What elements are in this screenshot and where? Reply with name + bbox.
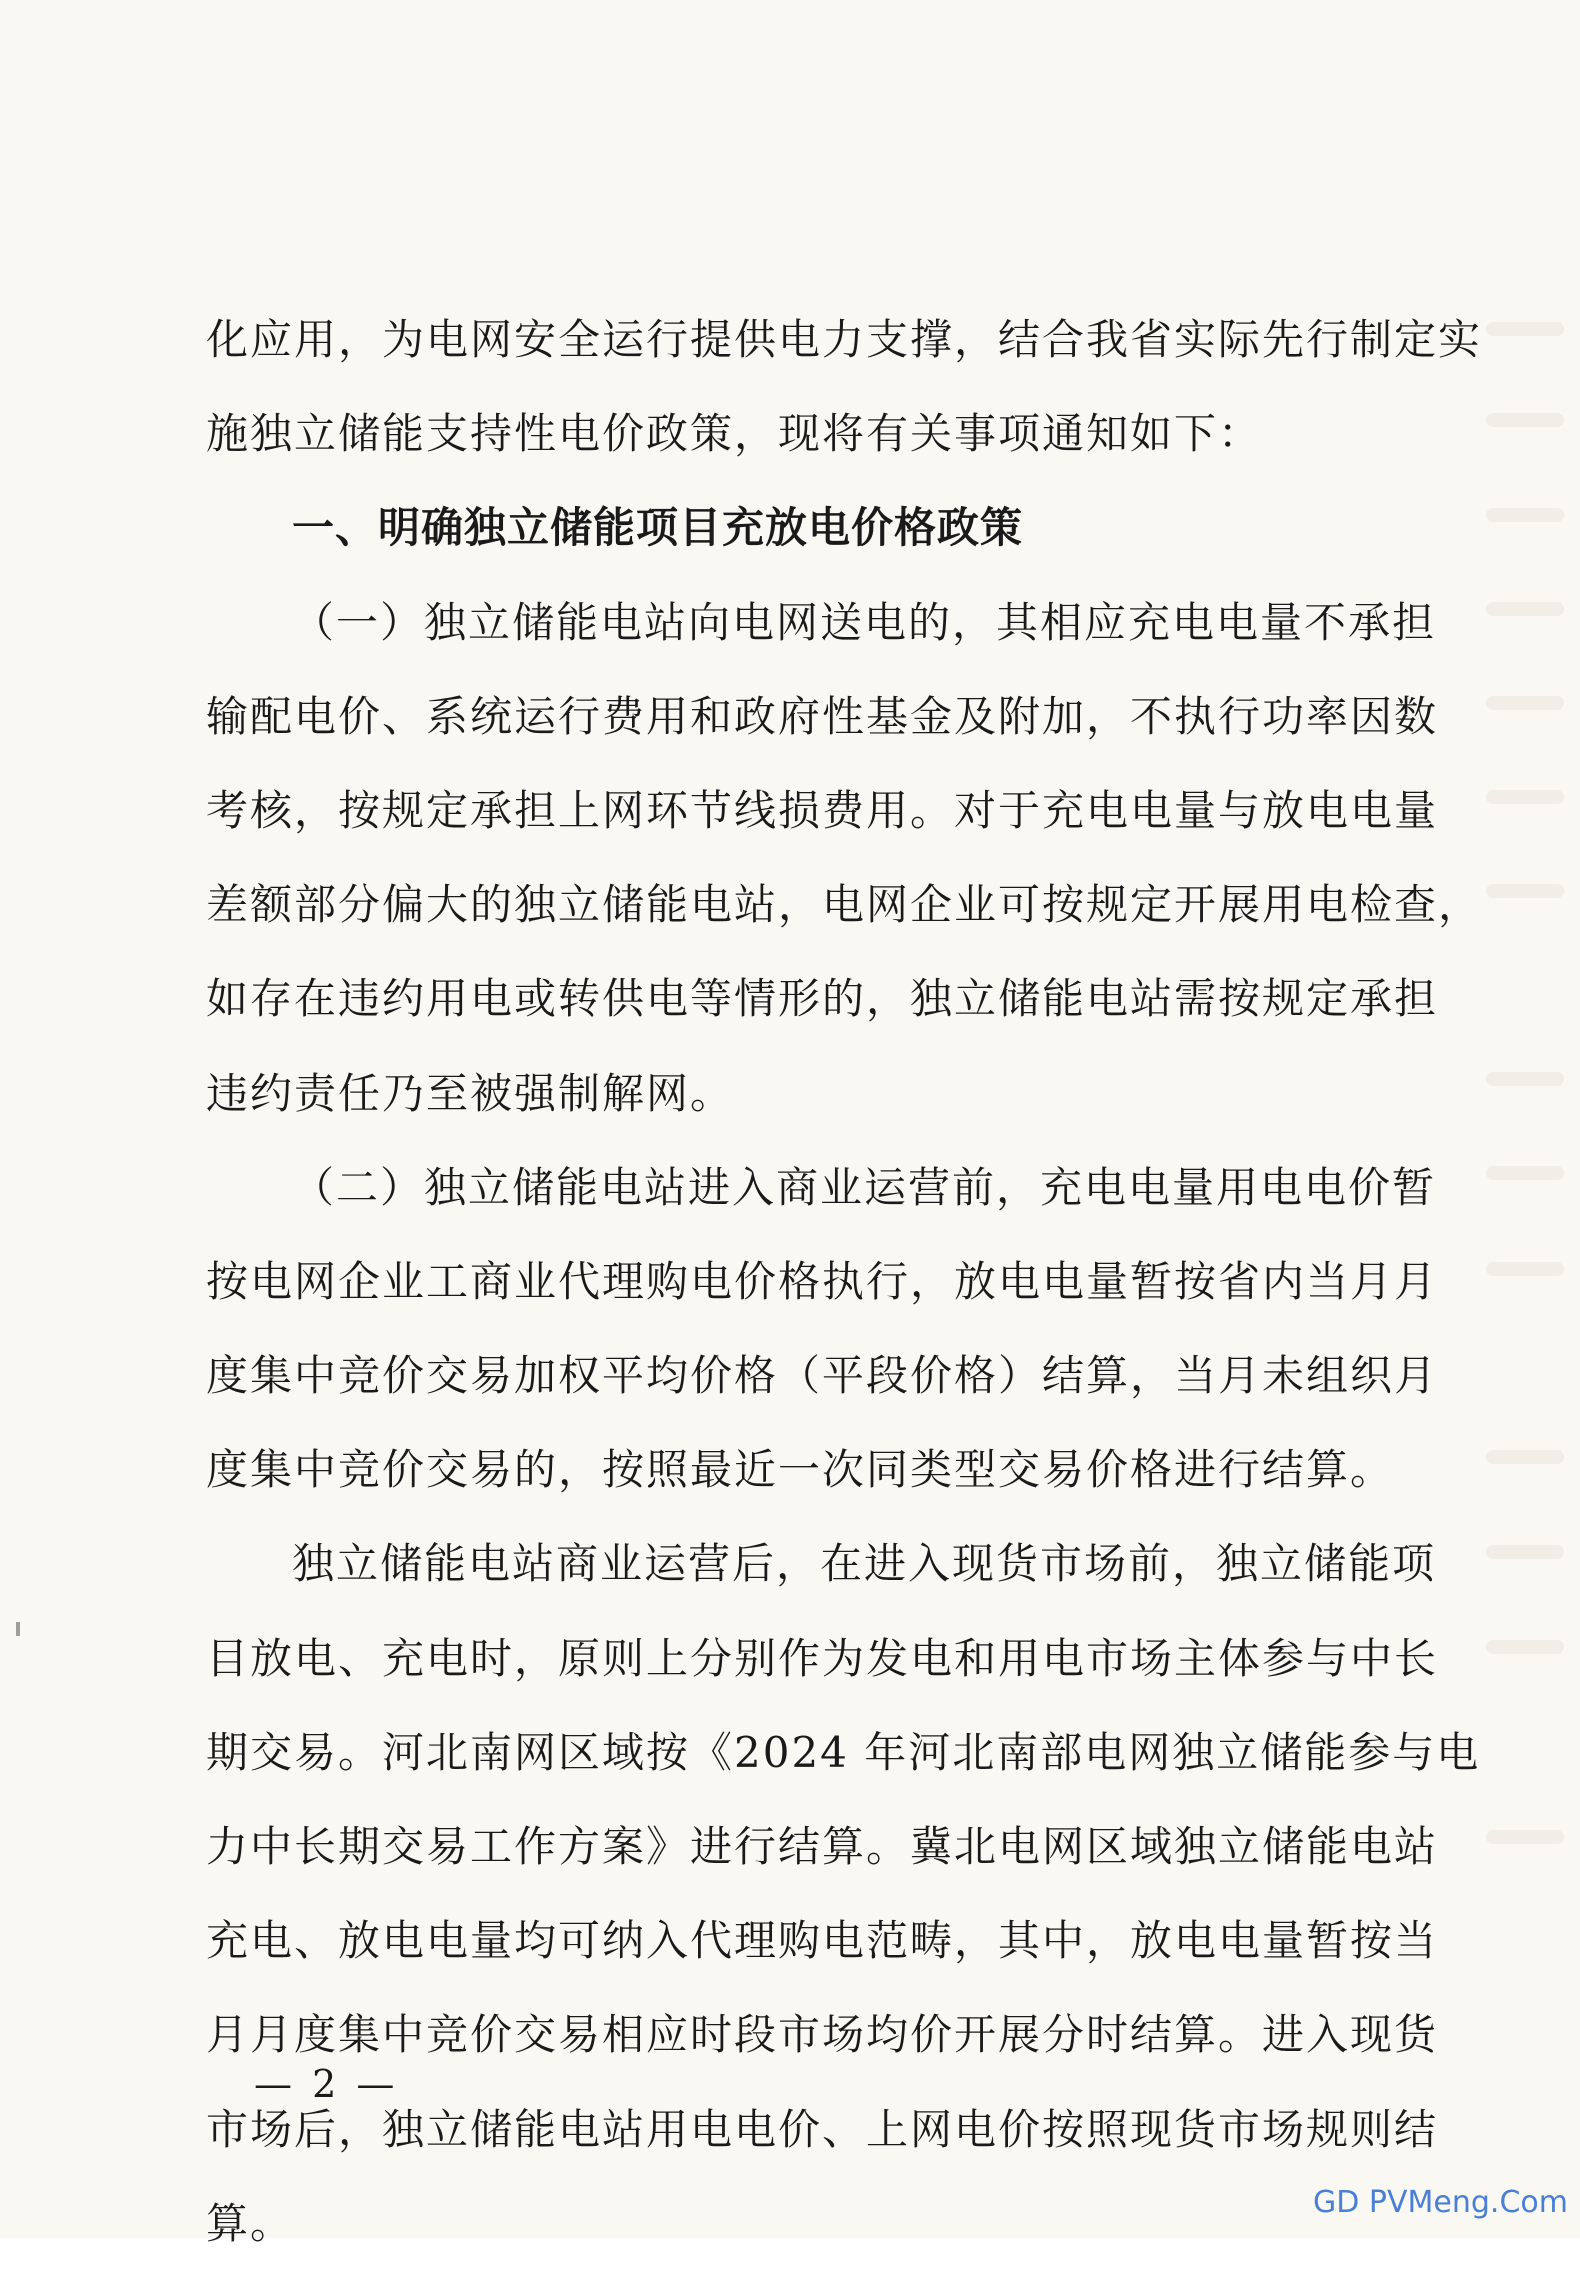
text-line: （一）独立储能电站向电网送电的，其相应充电电量不承担 — [292, 597, 1437, 647]
text-line: 独立储能电站商业运营后，在进入现货市场前，独立储能项 — [292, 1539, 1437, 1589]
text-line: 如存在违约用电或转供电等情形的，独立储能电站需按规定承担 — [206, 974, 1439, 1024]
text-line: 差额部分偏大的独立储能电站，电网企业可按规定开展用电检查， — [206, 880, 1483, 930]
bleed-through-mark — [1486, 602, 1564, 616]
bleed-through-mark — [1486, 884, 1564, 898]
scan-edge-mark — [16, 1622, 20, 1636]
bleed-through-mark — [1486, 413, 1564, 427]
text-line: 市场后，独立储能电站用电电价、上网电价按照现货市场规则结 — [206, 2104, 1439, 2154]
text-line: 充电、放电电量均可纳入代理购电范畴，其中，放电电量暂按当 — [206, 1916, 1439, 1966]
bleed-through-mark — [1486, 696, 1564, 710]
text-line: 按电网企业工商业代理购电价格执行，放电电量暂按省内当月月 — [206, 1256, 1439, 1306]
bleed-through-mark — [1486, 1830, 1564, 1844]
watermark-text: GD PVMeng.Com — [1313, 2185, 1568, 2220]
text-line: 月月度集中竞价交易相应时段市场均价开展分时结算。进入现货 — [206, 2010, 1439, 2060]
bleed-through-mark — [1486, 1166, 1564, 1180]
text-line: 度集中竞价交易加权平均价格（平段价格）结算，当月未组织月 — [206, 1351, 1439, 1401]
paragraph — [206, 1141, 1439, 1518]
heading-text: 一、明确独立储能项目充放电价格政策 — [292, 503, 1024, 553]
text-line: （二）独立储能电站进入商业运营前，充电电量用电电价暂 — [292, 1162, 1437, 1212]
text-line: 目放电、充电时，原则上分别作为发电和用电市场主体参与中长 — [206, 1633, 1439, 1683]
section-heading — [206, 481, 1366, 575]
text-line: 考核，按规定承担上网环节线损费用。对于充电电量与放电电量 — [206, 785, 1439, 835]
text-line: 输配电价、系统运行费用和政府性基金及附加，不执行功率因数 — [206, 691, 1439, 741]
bleed-through-mark — [1486, 1640, 1564, 1654]
paragraph — [206, 576, 1483, 1141]
bleed-through-mark — [1486, 322, 1564, 336]
text-line: 违约责任乃至被强制解网。 — [206, 1068, 735, 1118]
bleed-through-mark — [1486, 1072, 1564, 1086]
text-line: 化应用，为电网安全运行提供电力支撑，结合我省实际先行制定实 — [206, 315, 1483, 364]
text-line: 算。 — [206, 2198, 295, 2248]
bleed-through-mark — [1486, 1450, 1564, 1464]
text-line: 施独立储能支持性电价政策，现将有关事项通知如下： — [206, 409, 1263, 459]
paragraph — [206, 293, 1483, 481]
text-line: 度集中竞价交易的，按照最近一次同类型交易价格进行结算。 — [206, 1445, 1395, 1495]
bleed-through-mark — [1486, 1262, 1564, 1276]
text-line: 期交易。河北南网区域按《2024 年河北南部电网独立储能参与电 — [206, 1727, 1481, 1777]
bleed-through-mark — [1486, 790, 1564, 804]
page-number: — 2 — — [254, 2062, 399, 2106]
bleed-through-mark — [1486, 508, 1564, 522]
text-line: 力中长期交易工作方案》进行结算。冀北电网区域独立储能电站 — [206, 1822, 1439, 1871]
bleed-through-mark — [1486, 1545, 1564, 1559]
